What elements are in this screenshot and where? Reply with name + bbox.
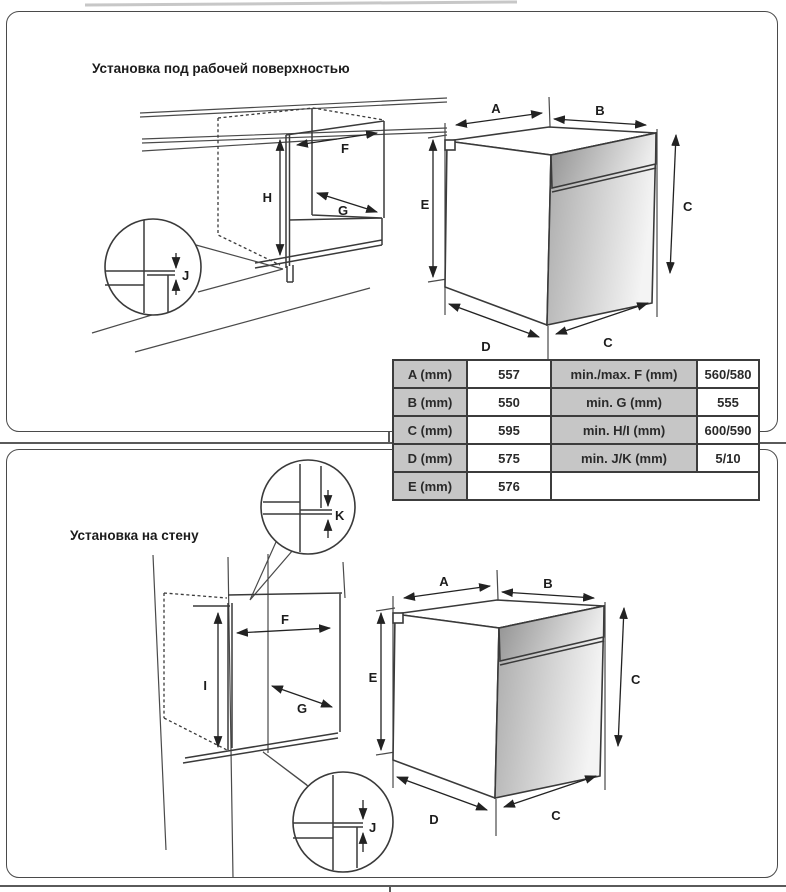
dim-key-cell: min. H/I (mm)	[551, 416, 697, 444]
oven-dimensions-diagram-top	[420, 85, 750, 370]
worktop-lines	[140, 98, 447, 151]
dim-value-cell: 576	[467, 472, 551, 500]
dimensions-table	[392, 359, 760, 501]
section1-title: Установка под рабочей поверхностью	[92, 61, 350, 76]
dim-value-cell: 595	[467, 416, 551, 444]
dim-value-cell: 560/580	[697, 360, 759, 388]
dim-key-cell: min. J/K (mm)	[551, 444, 697, 472]
dim-label-j: J	[369, 820, 377, 835]
detail-j-callout	[105, 219, 283, 315]
dim-key-cell: min./max. F (mm)	[551, 360, 697, 388]
niche-dimension-arrows	[280, 133, 377, 255]
dim-key-cell: D (mm)	[393, 444, 467, 472]
oven-dimensions-diagram-bottom	[368, 558, 698, 843]
cabinet-dimension-arrows	[218, 613, 332, 747]
table-row	[393, 388, 759, 416]
table-row	[393, 360, 759, 388]
dim-label-i: I	[203, 678, 207, 693]
detail-k-callout	[250, 460, 355, 600]
dim-label-j: J	[182, 268, 190, 283]
dim-value-cell: 575	[467, 444, 551, 472]
wall-mount-cabinet-diagram	[135, 450, 405, 890]
dim-key-cell: A (mm)	[393, 360, 467, 388]
dim-value-cell: 5/10	[697, 444, 759, 472]
dim-value-cell: 555	[697, 388, 759, 416]
table-row	[393, 472, 759, 500]
dim-label-f: F	[281, 612, 289, 627]
table-row	[393, 444, 759, 472]
dim-label-g: G	[337, 203, 349, 218]
dim-label-g: G	[296, 701, 308, 716]
scan-artifact-line	[85, 0, 517, 6]
section2-title: Установка на стену	[70, 528, 199, 543]
dim-label-h: H	[262, 190, 272, 205]
detail-j-circle	[105, 219, 201, 315]
dim-key-cell: min. G (mm)	[551, 388, 697, 416]
under-counter-niche-diagram	[30, 85, 440, 370]
dim-label-f: F	[341, 141, 349, 156]
dim-value-cell: 557	[467, 360, 551, 388]
table-row	[393, 416, 759, 444]
dim-value-cell: 550	[467, 388, 551, 416]
divider-tick	[388, 431, 390, 442]
dim-key-cell: E (mm)	[393, 472, 467, 500]
detail-k-circle	[261, 460, 355, 554]
dim-label-k: K	[335, 508, 345, 523]
dim-key-cell: B (mm)	[393, 388, 467, 416]
dim-key-cell: C (mm)	[393, 416, 467, 444]
dim-empty-cell	[551, 472, 759, 500]
dim-value-cell: 600/590	[697, 416, 759, 444]
